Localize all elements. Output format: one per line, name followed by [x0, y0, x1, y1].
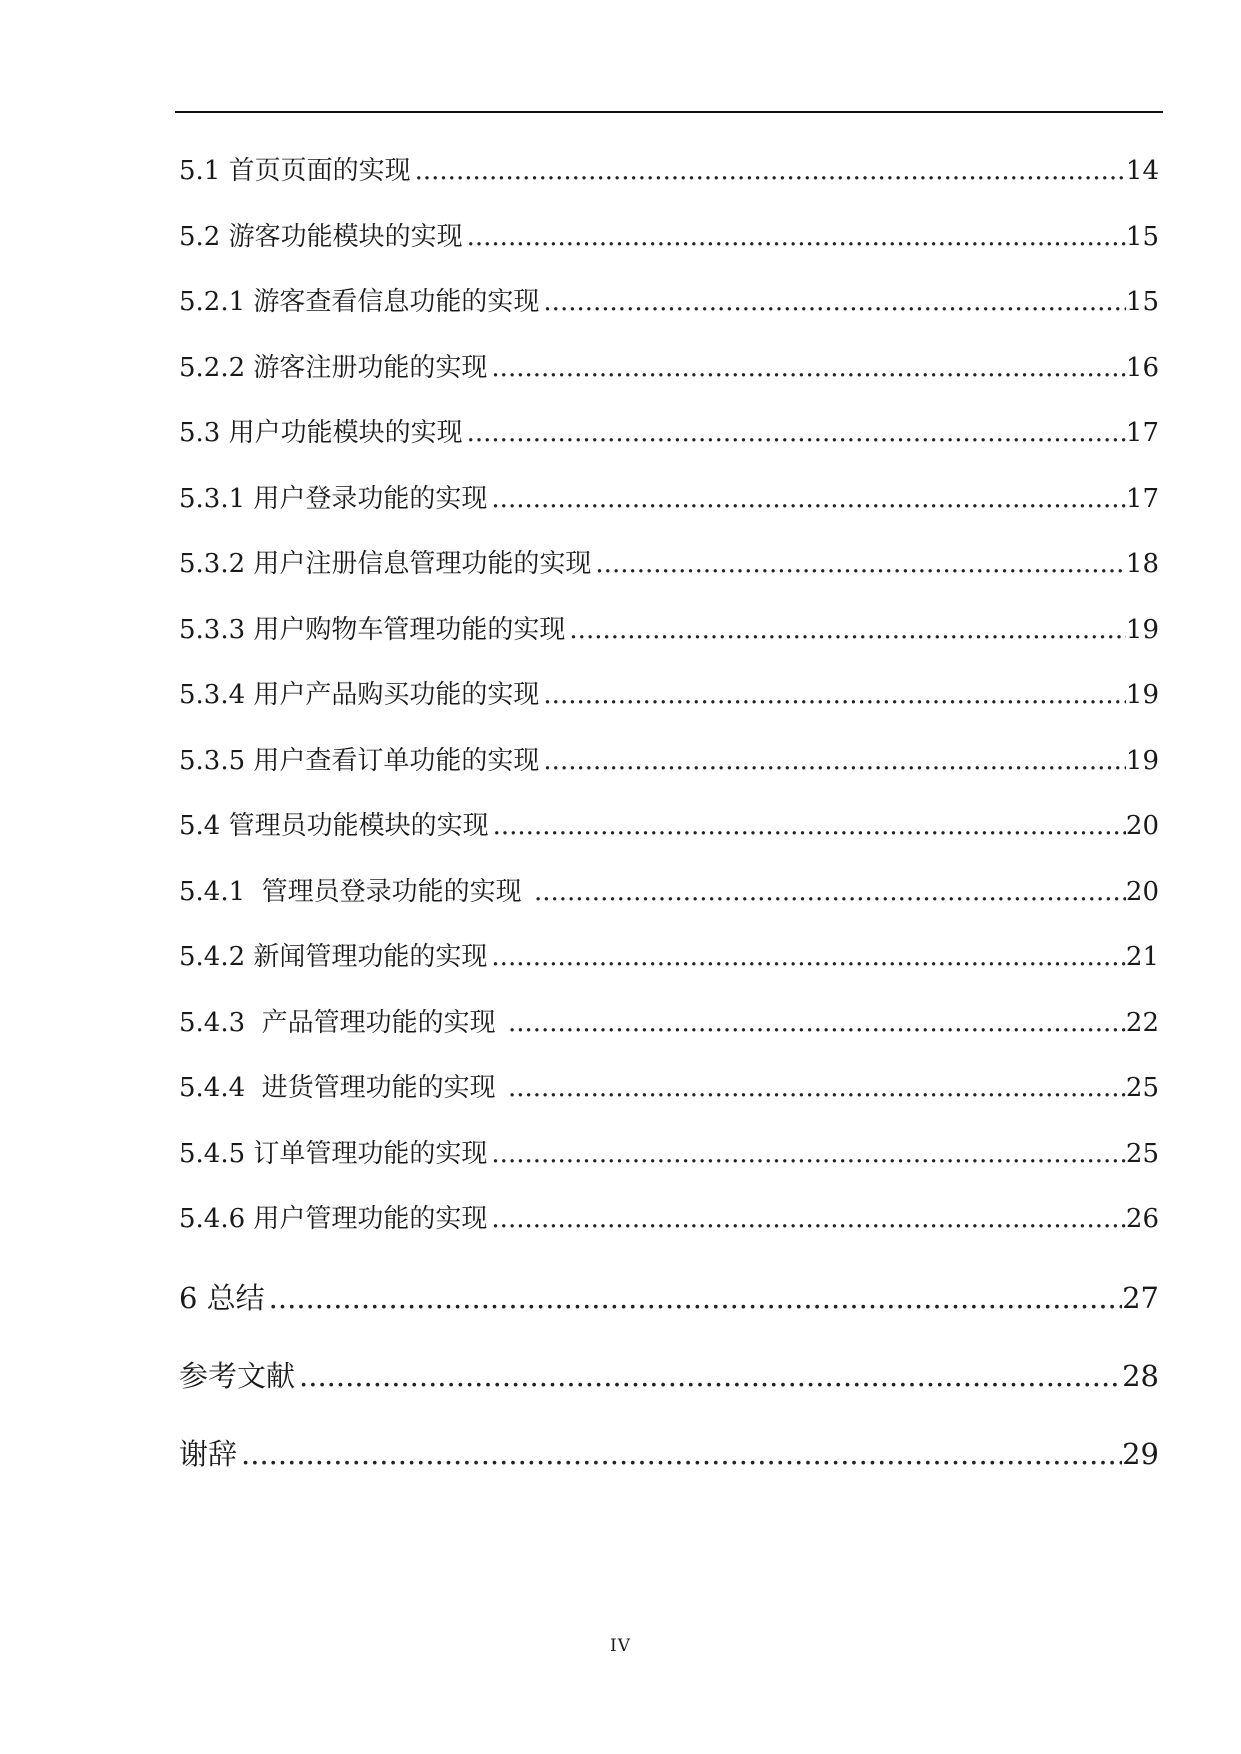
toc-entry-page: 21: [1125, 942, 1159, 972]
toc-entry-title: 5.1 首页页面的实现: [179, 156, 411, 186]
toc-entry[interactable]: [179, 871, 1159, 937]
toc-entry-title: 参考文献: [179, 1358, 296, 1393]
toc-entry-page: 15: [1125, 221, 1159, 252]
toc-entry[interactable]: [179, 1133, 1159, 1199]
toc-dot-leader: [491, 1204, 1125, 1234]
toc-entry-title: 5.3.4 用户产品购买功能的实现: [179, 680, 540, 710]
toc-entry-page: 25: [1125, 1073, 1159, 1103]
toc-dot-leader: [534, 877, 1126, 907]
toc-entry-title: 5.3.1 用户登录功能的实现: [179, 483, 488, 514]
toc-entry-title: 5.4.6 用户管理功能的实现: [179, 1204, 488, 1234]
toc-entry-page: 19: [1125, 614, 1159, 645]
header-rule: [175, 111, 1163, 113]
toc-entry[interactable]: [179, 1198, 1159, 1264]
toc-dot-leader: [491, 1139, 1125, 1169]
page-number: IV: [610, 1636, 631, 1656]
toc-entry[interactable]: [179, 805, 1159, 871]
toc-entry[interactable]: [179, 412, 1159, 478]
toc-dot-leader: [543, 746, 1125, 776]
toc-entry[interactable]: [179, 281, 1159, 347]
toc-entry-title: 5.4.2 新闻管理功能的实现: [179, 942, 488, 972]
toc-entry-title: 5.2.2 游客注册功能的实现: [179, 352, 488, 383]
toc-entry-title: 5.4.5 订单管理功能的实现: [179, 1138, 488, 1169]
toc-entry[interactable]: [179, 609, 1159, 675]
toc-entry[interactable]: [179, 1067, 1159, 1133]
toc-entry-title: 5.3.5 用户查看订单功能的实现: [179, 745, 540, 776]
toc-entry[interactable]: [179, 740, 1159, 806]
toc-chapter-entry[interactable]: [179, 1354, 1159, 1432]
toc-entry-page: 22: [1125, 1007, 1159, 1038]
table-of-contents: [179, 150, 1159, 1510]
toc-entry[interactable]: [179, 150, 1159, 216]
toc-entry-title: 谢辞: [179, 1436, 238, 1471]
toc-entry-page: 17: [1125, 483, 1159, 514]
toc-entry[interactable]: [179, 216, 1159, 282]
toc-dot-leader: [491, 353, 1125, 383]
toc-entry-title: 5.4 管理员功能模块的实现: [179, 811, 489, 841]
toc-entry[interactable]: [179, 936, 1159, 1002]
toc-entry-page: 14: [1125, 156, 1159, 186]
toc-chapter-entry[interactable]: [179, 1276, 1159, 1354]
toc-dot-leader: [543, 680, 1125, 710]
toc-entry[interactable]: [179, 543, 1159, 609]
toc-entry-title: 6 总结: [179, 1280, 265, 1315]
toc-entry-page: 29: [1122, 1436, 1159, 1471]
toc-dot-leader: [493, 811, 1126, 841]
toc-entry-title: 5.4.4 进货管理功能的实现: [179, 1073, 504, 1103]
toc-dot-leader: [467, 222, 1126, 252]
toc-entry-title: 5.4.1 管理员登录功能的实现: [179, 876, 530, 907]
toc-dot-leader: [299, 1359, 1122, 1393]
toc-entry-page: 16: [1125, 352, 1159, 383]
toc-entry[interactable]: [179, 347, 1159, 413]
toc-entry-page: 15: [1125, 287, 1159, 317]
toc-entry-page: 20: [1125, 811, 1159, 841]
toc-entry-title: 5.3.3 用户购物车管理功能的实现: [179, 614, 566, 645]
toc-entry-page: 17: [1125, 418, 1159, 448]
toc-entry-page: 26: [1125, 1204, 1159, 1234]
toc-dot-leader: [491, 484, 1125, 514]
toc-entry[interactable]: [179, 1002, 1159, 1068]
toc-dot-leader: [269, 1281, 1122, 1315]
toc-dot-leader: [543, 287, 1125, 317]
toc-dot-leader: [508, 1073, 1126, 1103]
toc-entry-page: 25: [1125, 1138, 1159, 1169]
toc-dot-leader: [241, 1437, 1122, 1471]
toc-entry-title: 5.4.3 产品管理功能的实现: [179, 1007, 504, 1038]
toc-entry-page: 19: [1125, 745, 1159, 776]
toc-entry-page: 18: [1125, 549, 1159, 579]
toc-entry-page: 28: [1122, 1358, 1159, 1393]
toc-spacer: [179, 1264, 1159, 1276]
toc-dot-leader: [508, 1008, 1126, 1038]
toc-entry-title: 5.3.2 用户注册信息管理功能的实现: [179, 549, 592, 579]
toc-entry-title: 5.3 用户功能模块的实现: [179, 418, 463, 448]
toc-dot-leader: [595, 549, 1125, 579]
toc-dot-leader: [415, 156, 1126, 186]
toc-dot-leader: [569, 615, 1125, 645]
toc-chapter-entry[interactable]: [179, 1432, 1159, 1510]
toc-dot-leader: [467, 418, 1126, 448]
toc-entry-page: 20: [1125, 876, 1159, 907]
toc-entry-page: 27: [1122, 1280, 1159, 1315]
toc-dot-leader: [491, 942, 1125, 972]
toc-entry-title: 5.2 游客功能模块的实现: [179, 221, 463, 252]
toc-entry[interactable]: [179, 478, 1159, 544]
toc-entry[interactable]: [179, 674, 1159, 740]
toc-entry-page: 19: [1125, 680, 1159, 710]
toc-entry-title: 5.2.1 游客查看信息功能的实现: [179, 287, 540, 317]
